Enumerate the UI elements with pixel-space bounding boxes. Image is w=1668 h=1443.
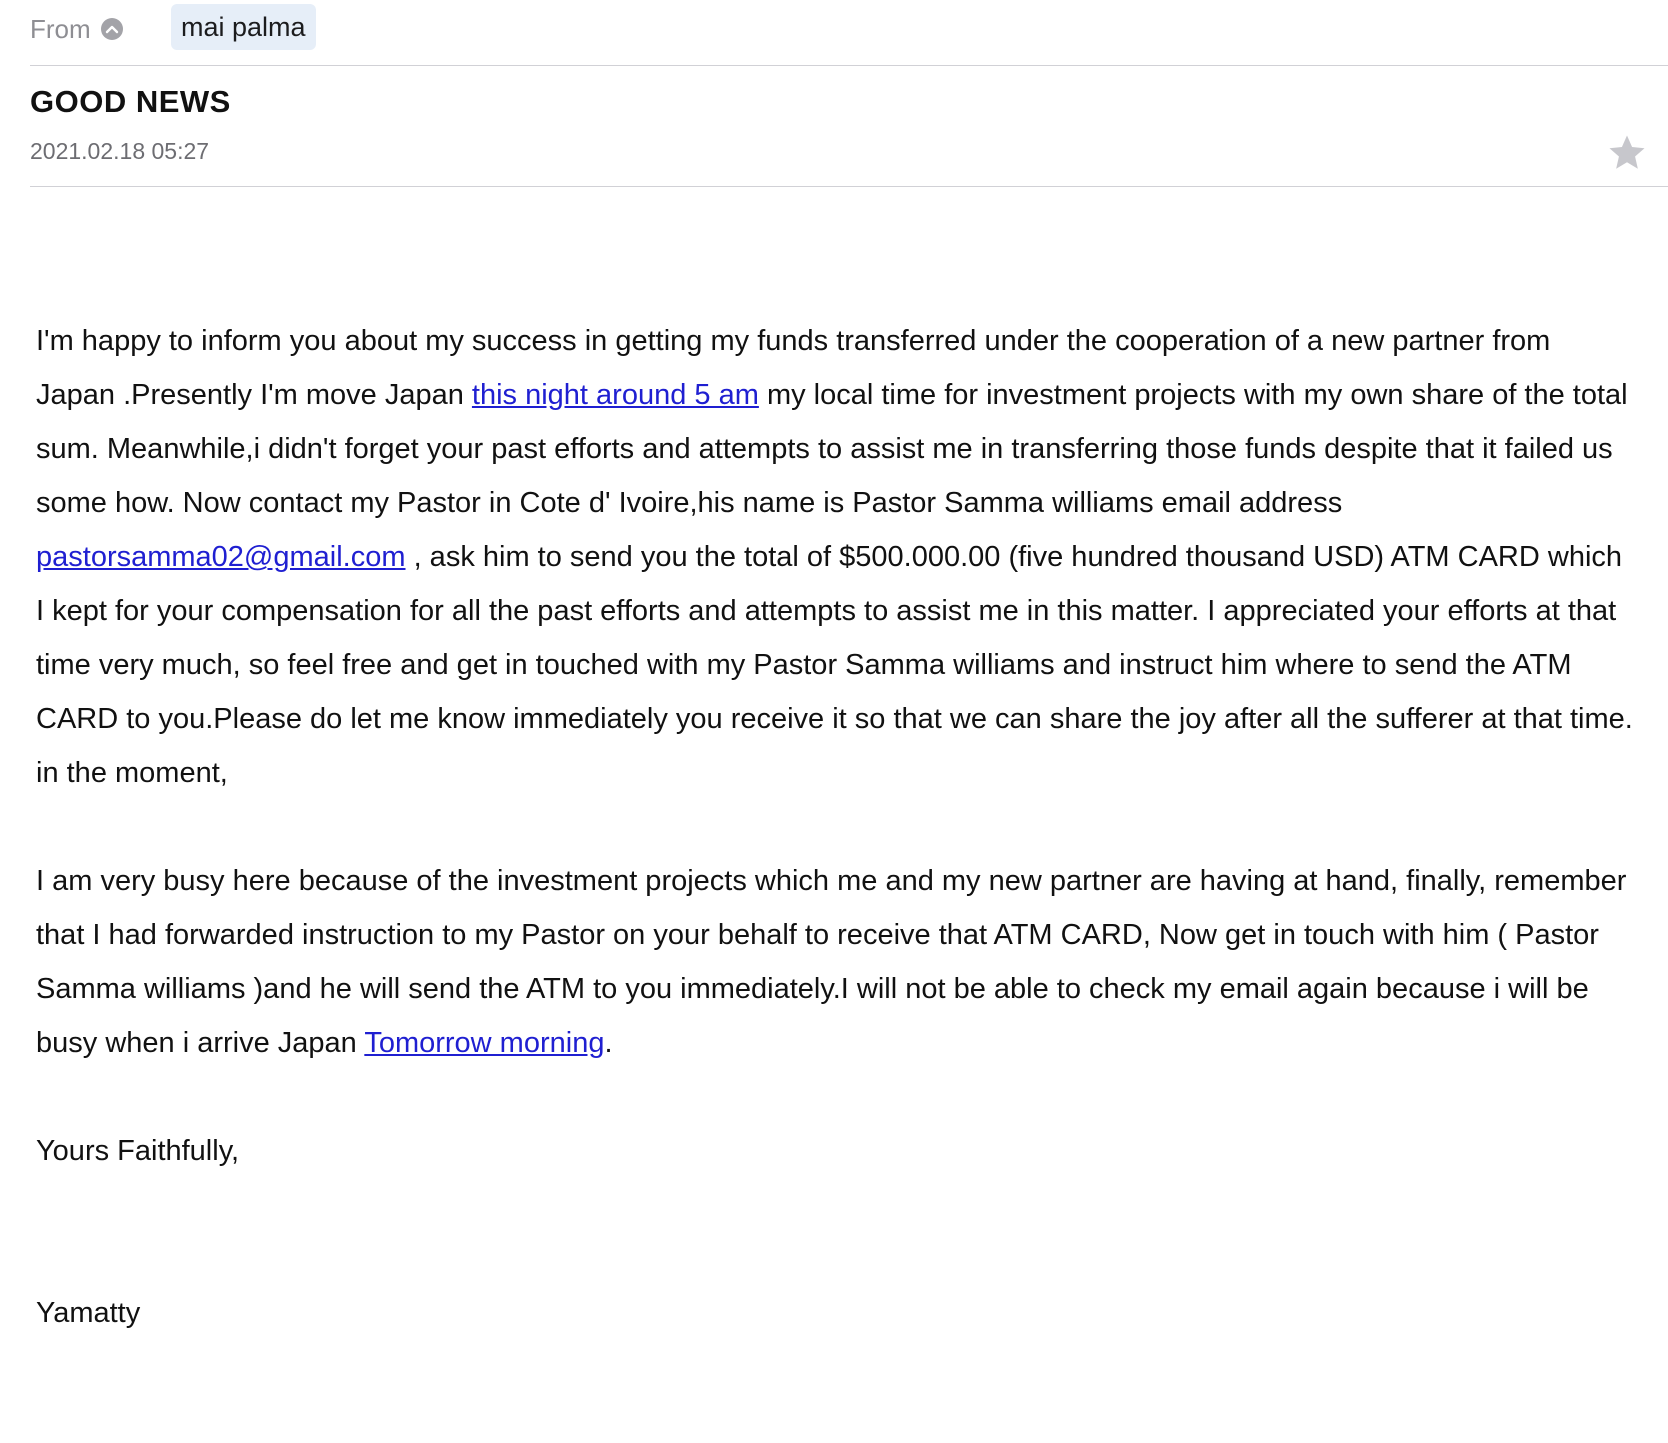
from-label: From <box>30 13 91 44</box>
header-divider <box>30 65 1668 66</box>
from-row <box>30 6 123 52</box>
detected-date-link[interactable]: Tomorrow morning <box>364 1027 605 1059</box>
detected-time-link[interactable]: this night around 5 am <box>471 379 759 411</box>
email-link[interactable]: pastorsamma02@gmail.com <box>36 541 406 573</box>
body-text: . <box>604 1027 613 1059</box>
body-text: I'm happy to inform you about my success in getting my funds transferred under the cooperation of a new partner from Japan .Presently I'm move Japan <box>36 325 1551 411</box>
chevron-up-icon[interactable] <box>101 18 123 40</box>
subject-divider <box>30 186 1668 187</box>
star-icon <box>1606 132 1648 174</box>
star-button[interactable] <box>1606 132 1648 174</box>
body-text: I am very busy here because of the investment projects which me and my new partner are having at hand, finally, remember that I had forwarded instruction to my Pastor on your behalf to receive that ATM CARD, Now get in touch with him ( Pastor Samma williams )and he will send the ATM to you immediately.I will not be able to check my email again because i will be busy when i arrive Japan <box>36 865 1627 1059</box>
sender-chip[interactable]: mai palma <box>171 4 316 50</box>
message-date: 2021.02.18 05:27 <box>30 138 210 164</box>
body-paragraph-1 <box>36 314 1636 800</box>
signature: Yamatty <box>36 1297 141 1329</box>
body-text: my local time for investment projects with my own share of the total sum. Meanwhile,i didn't forget your past efforts and attempts to assist me in transferring those funds despite that it failed us some how. Now contact my Pastor in Cote d' Ivoire,his name is Pastor Samma williams email address <box>36 379 1628 519</box>
chevron-up-icon-glyph <box>105 24 119 34</box>
body-text: , ask him to send you the total of $500.000.00 (five hundred thousand USD) ATM CARD which I kept for your compensation for all the past efforts and attempts to assist me in this matter. I appreciated your efforts at that time very much, so feel free and get in touched with my Pastor Samma williams and instruct him where to send the ATM CARD to you.Please do let me know immediately you receive it so that we can share the joy after all the sufferer at that time. in the moment, <box>36 541 1633 789</box>
body-paragraph-2 <box>36 854 1636 1070</box>
message-subject: GOOD NEWS <box>30 84 231 119</box>
closing-line: Yours Faithfully, <box>36 1135 240 1167</box>
message-body <box>36 314 1636 1340</box>
